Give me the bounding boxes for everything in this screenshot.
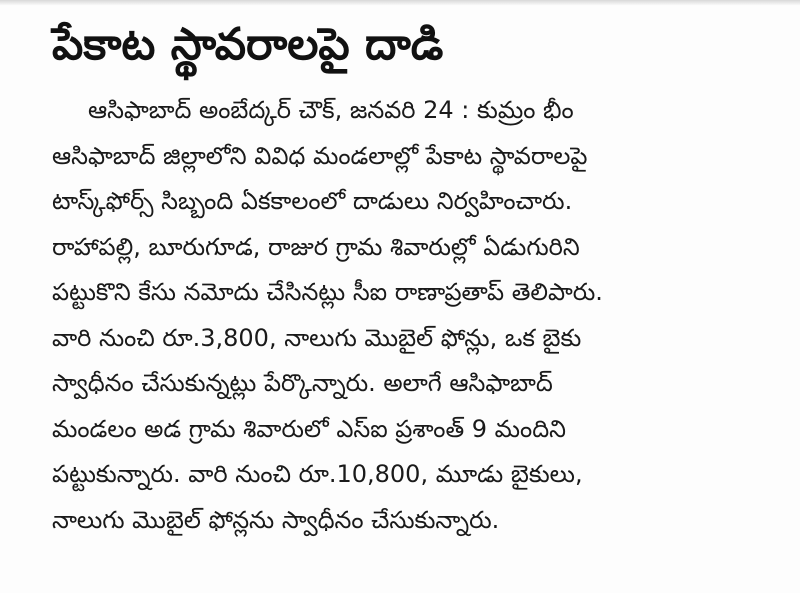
article-line: పట్టుకొని కేసు నమోదు చేసినట్లు సీఐ రాణాప్రతాప్ తెలిపారు. <box>52 278 603 306</box>
top-divider <box>0 0 800 6</box>
article-line: రాహాపల్లి, బూరుగూడ, రాజుర గ్రామ శివారుల్లో ఏడుగురిని <box>52 232 580 261</box>
article-line: మండలం అడ గ్రామ శివారులో ఎస్ఐ ప్రశాంత్ 9 మందిని <box>52 414 566 443</box>
article-line: ఆసిఫాబాద్ జిల్లాలోని వివిధ మండలాల్లో పేకాట స్థావరాలపై <box>52 141 588 170</box>
article-line: టాస్క్‌ఫోర్స్ సిబ్బంది ఏకకాలంలో దాడులు నిర్వహించారు. <box>52 187 573 215</box>
article-line: పట్టుకున్నారు. వారి నుంచి రూ.10,800, మూడు బైకులు, <box>52 460 583 488</box>
article-line: ఆసిఫాబాద్ అంబేద్కర్ చౌక్, జనవరి 24 : కుమ్రం భీం <box>88 96 574 124</box>
article-line: వారి నుంచి రూ.3,800, నాలుగు మొబైల్ ఫోన్లు, ఒక బైకు <box>52 323 582 352</box>
article-headline: పేకాట స్థావరాలపై దాడి <box>52 19 444 70</box>
article-line: స్వాధీనం చేసుకున్నట్లు పేర్కొన్నారు. అలాగే ఆసిఫాబాద్ <box>52 369 553 397</box>
article-body <box>52 88 780 543</box>
article-line: నాలుగు మొబైల్ ఫోన్లను స్వాధీనం చేసుకున్నారు. <box>52 505 500 534</box>
